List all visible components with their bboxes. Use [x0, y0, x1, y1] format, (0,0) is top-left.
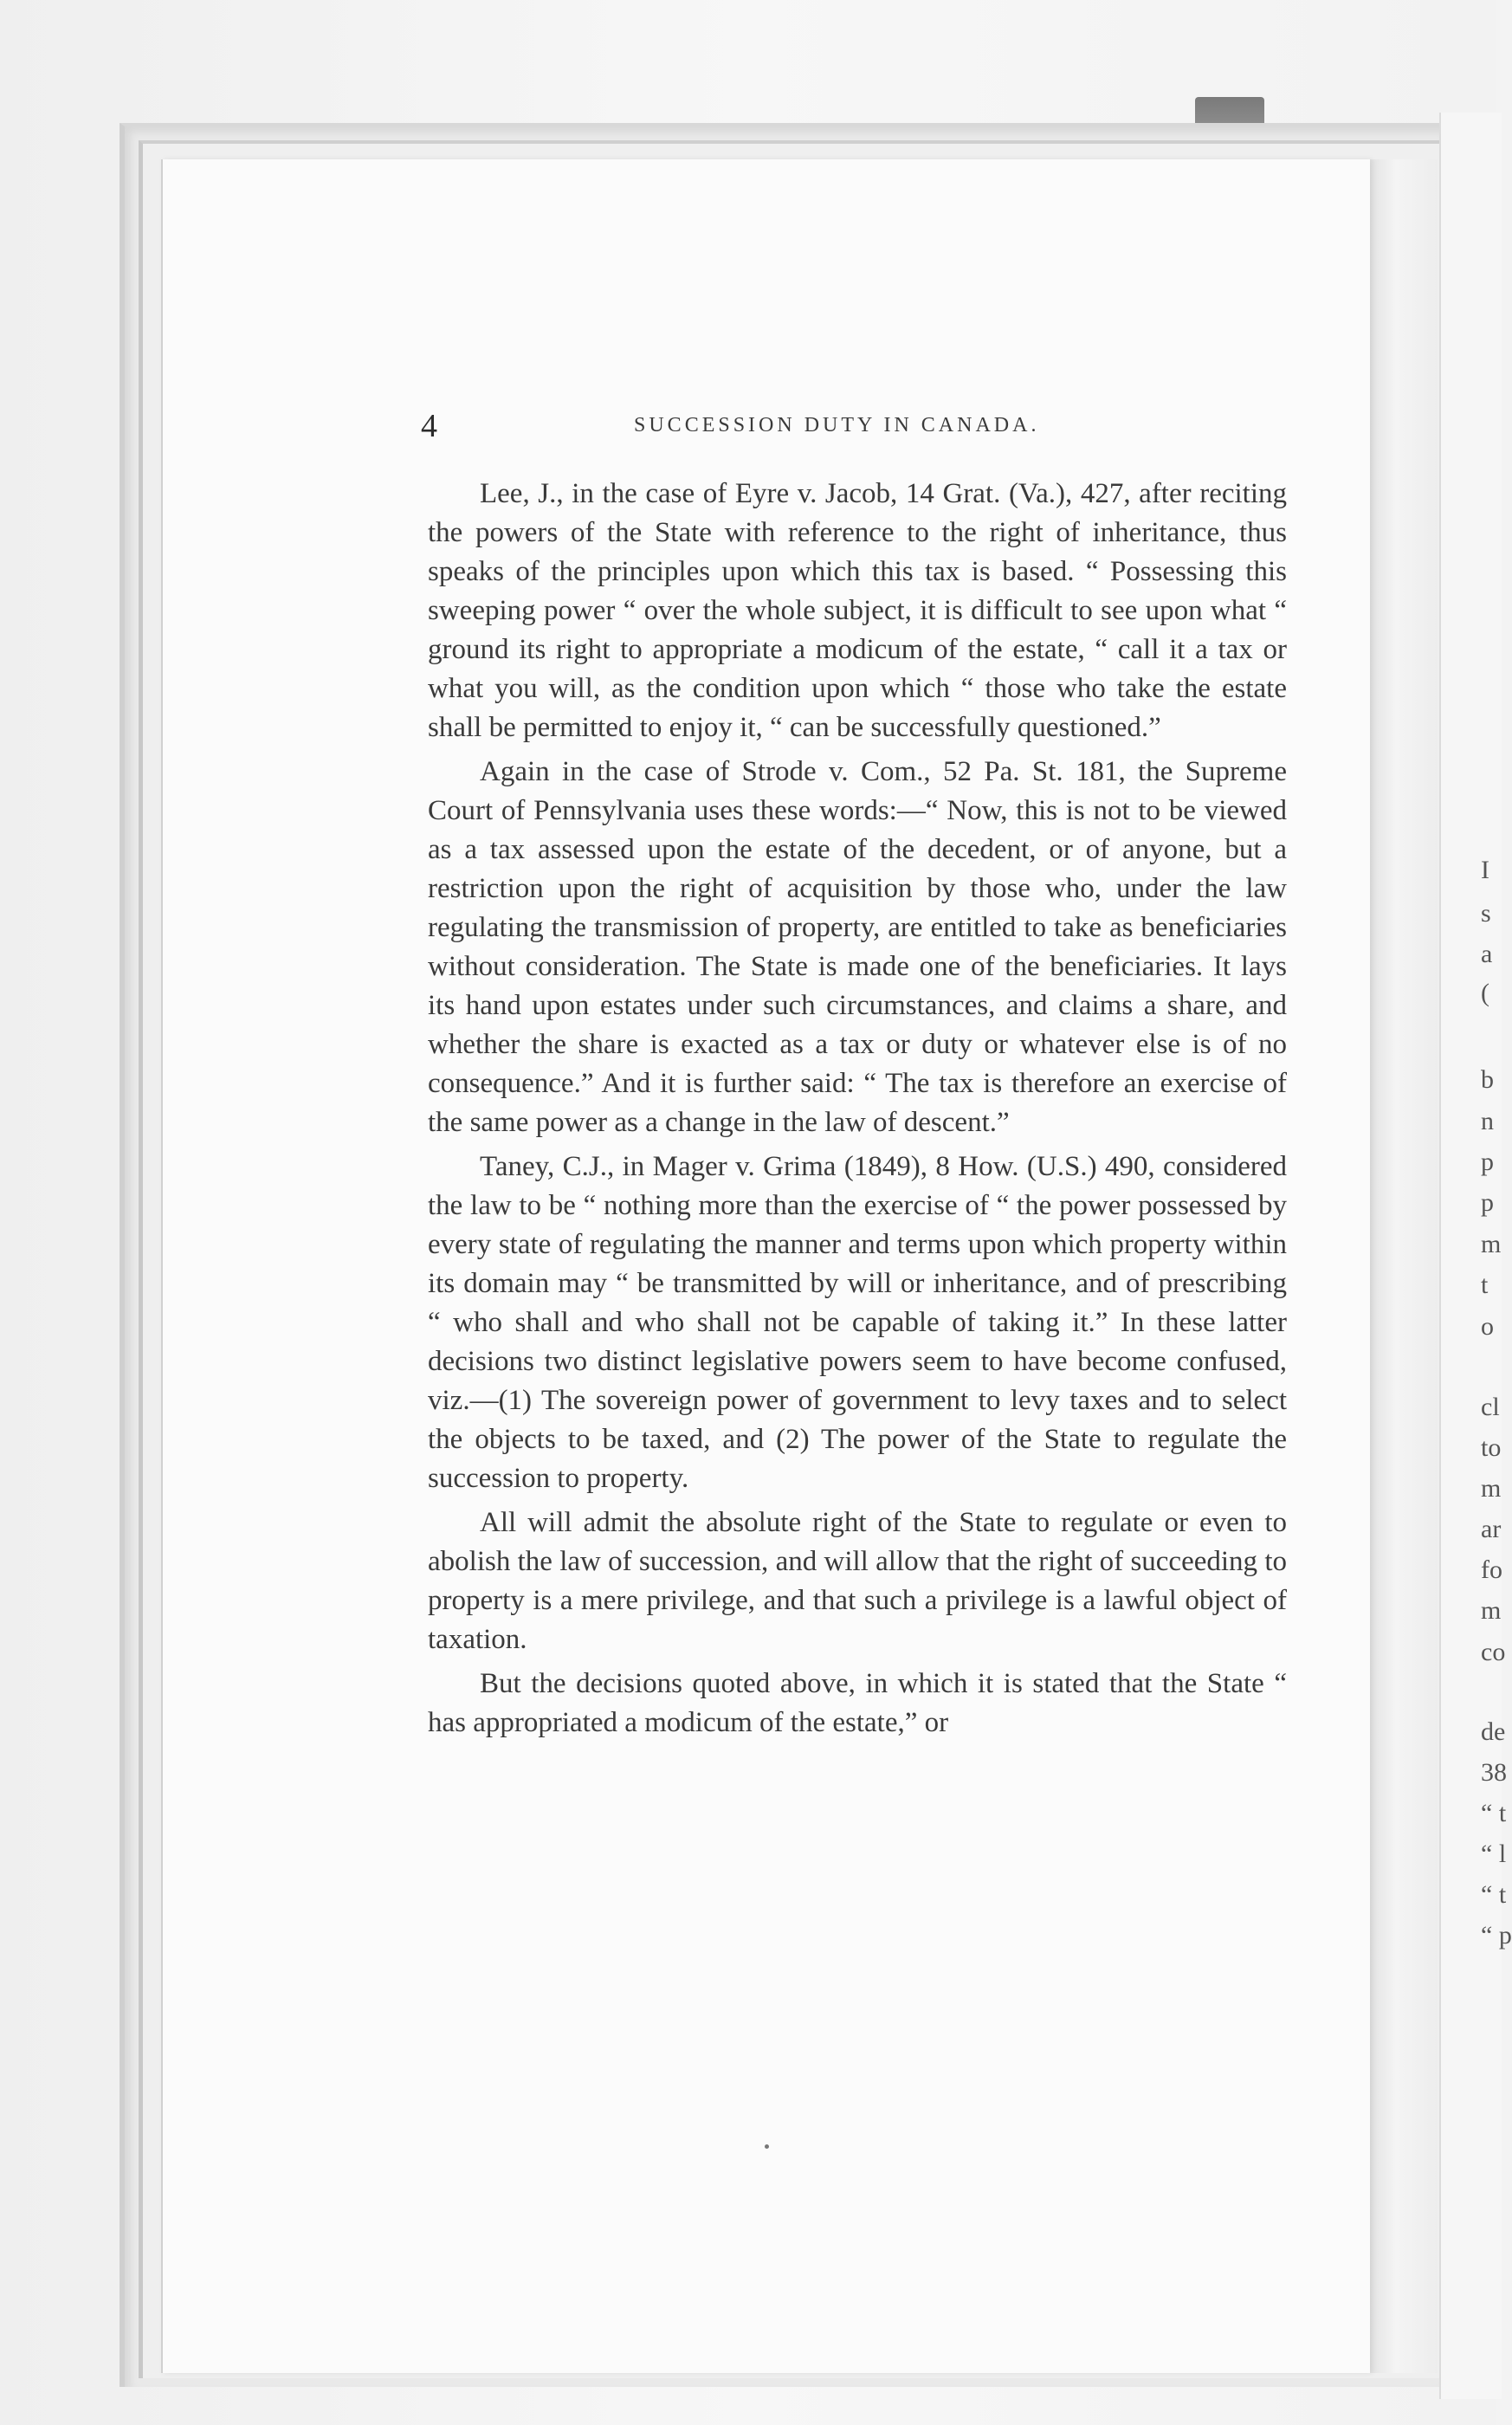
- neighbor-fragment: I: [1481, 856, 1489, 884]
- neighbor-fragment: n: [1481, 1107, 1494, 1135]
- neighbor-fragment: t: [1481, 1271, 1489, 1299]
- neighbor-fragment: o: [1481, 1312, 1494, 1341]
- neighbor-fragment: co: [1481, 1638, 1506, 1666]
- neighbor-fragment: “ p: [1481, 1921, 1512, 1950]
- neighbor-fragment: (: [1481, 979, 1489, 1007]
- page-speck: [765, 2144, 769, 2149]
- neighbor-fragment: m: [1481, 1230, 1502, 1258]
- paragraph-3: Taney, C.J., in Mager v. Grima (1849), 8 How. (U.S.) 490, considered the law to be “ nothing more than the exercise of “ the power possessed by every state of regulating the manner and terms upon which property within its domain may “ be transmitted by will or inheritance, and of prescribing “ who shall and who shall not be capable of taking it.” In these latter decisions two distinct legislative powers seem to have become confused, viz.—(1) The sovereign power of government to levy taxes and to select the objects to be taxed, and (2) The power of the State to regulate the succession to property.: [428, 1151, 1287, 1494]
- neighbor-fragment: “ t: [1481, 1880, 1507, 1909]
- neighbor-fragment: cl: [1481, 1393, 1500, 1421]
- paragraph-2: Again in the case of Strode v. Com., 52 Pa. St. 181, the Supreme Court of Pennsylvania uses these words:—“ Now, this is not to be viewed as a tax assessed upon the estate of the decedent, or of anyone, but a restriction upon the right of acquisition by those who, under the law regulating the transmission of property, are entitled to take as beneficiaries without consideration. The State is made one of the beneficiaries. It lays its hand upon estates under such circumstances, and claims a share, and whether the share is exacted as a tax or duty or whatever else is of no consequence.” And it is further said: “ The tax is therefore an exercise of the same power as a change in the law of descent.”: [428, 756, 1287, 1138]
- paragraph-4: All will admit the absolute right of the State to regulate or even to abolish the law of succession, and will allow that the right of succeeding to property is a mere privilege, and that such a privilege is a lawful object of taxation.: [428, 1507, 1287, 1655]
- neighbor-fragment: 38: [1481, 1758, 1507, 1787]
- neighbor-fragment: p: [1481, 1148, 1494, 1176]
- neighbor-fragment: to: [1481, 1433, 1502, 1462]
- page-body: [428, 475, 1287, 1748]
- running-head: SUCCESSION DUTY IN CANADA.: [634, 414, 1040, 436]
- neighbor-fragment: s: [1481, 899, 1491, 928]
- neighbor-fragment: ar: [1481, 1515, 1502, 1543]
- neighbor-fragment: “ l: [1481, 1840, 1507, 1868]
- neighbor-fragment: a: [1481, 940, 1493, 968]
- page-gutter: [1368, 159, 1438, 2373]
- neighbor-fragment: m: [1481, 1596, 1502, 1625]
- neighbor-fragment: “ t: [1481, 1799, 1507, 1827]
- paragraph-1: Lee, J., in the case of Eyre v. Jacob, 14 Grat. (Va.), 427, after reciting the powers of the State with reference to the right of inheritance, thus speaks of the principles upon which this tax is based. “ Possessing this sweeping power “ over the whole subject, it is difficult to see upon what “ ground its right to appropriate a modicum of the estate, “ call it a tax or what you will, as the condition upon which “ those who take the estate shall be permitted to enjoy it, “ can be successfully questioned.”: [428, 478, 1287, 743]
- neighbor-fragment: m: [1481, 1474, 1502, 1503]
- paragraph-5: But the decisions quoted above, in which it is stated that the State “ has appropriated a modicum of the estate,” or: [428, 1668, 1287, 1738]
- page-number: 4: [421, 408, 437, 444]
- neighbor-fragment: b: [1481, 1065, 1494, 1094]
- neighbor-fragment: fo: [1481, 1555, 1502, 1584]
- neighbor-fragment: p: [1481, 1188, 1494, 1217]
- neighbor-fragment: de: [1481, 1717, 1506, 1746]
